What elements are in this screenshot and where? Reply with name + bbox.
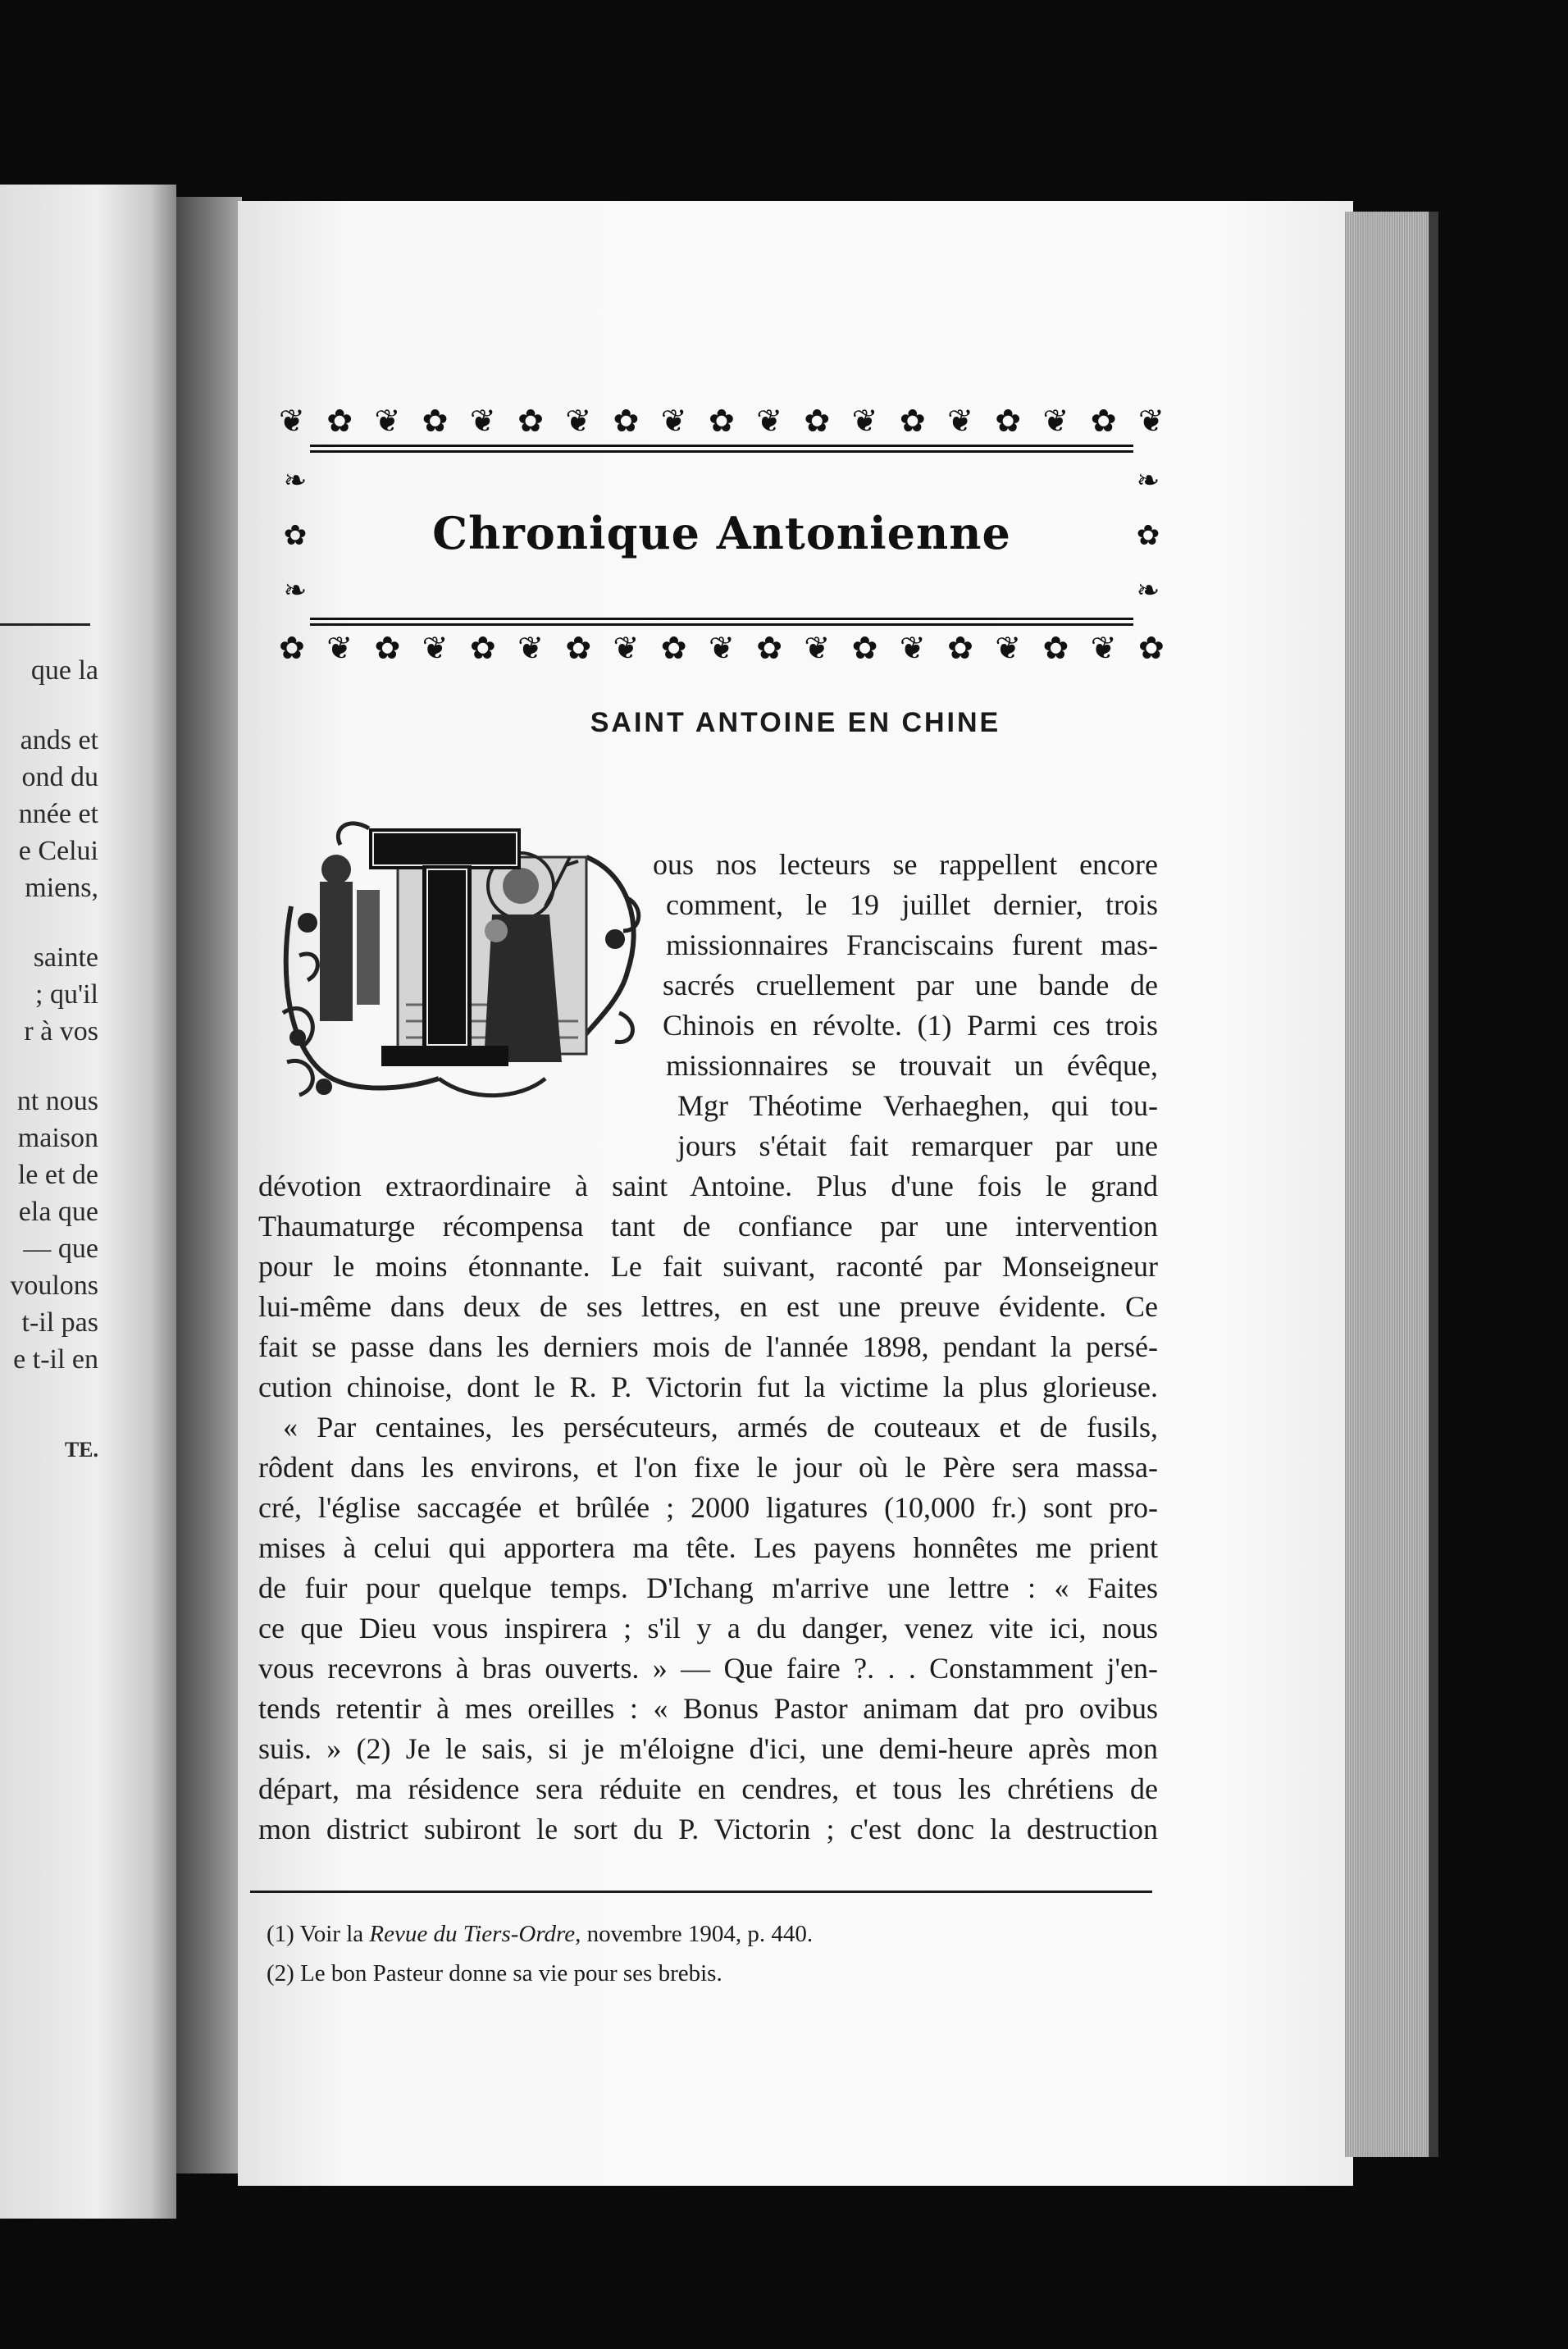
text-line: cution chinoise, dont le R. P. Victorin fut la victime la plus glorieuse. — [258, 1371, 1158, 1403]
left-line: ands et — [20, 725, 98, 755]
article-title: SAINT ANTOINE EN CHINE — [590, 707, 1001, 738]
text-line: rôdent dans les environs, et l'on fixe le jour où le Père sera massa- — [258, 1451, 1158, 1484]
text-line: tends retentir à mes oreilles : « Bonus Pastor animam dat pro ovibus — [258, 1692, 1158, 1725]
header-title: Chronique Antonienne — [432, 507, 1011, 559]
text-line: Mgr Théotime Verhaeghen, qui tou- — [677, 1089, 1158, 1122]
left-line: voulons — [10, 1270, 98, 1301]
left-line: r à vos — [24, 1016, 98, 1047]
text-line: cré, l'église saccagée et brûlée ; 2000 ligatures (10,000 fr.) sont pro- — [258, 1491, 1158, 1524]
text-line: fait se passe dans les derniers mois de l'année 1898, pendant la persé- — [258, 1330, 1158, 1363]
left-line: maison — [17, 1123, 98, 1153]
left-line: ela que — [18, 1197, 98, 1227]
text-line: Thaumaturge récompensa tant de confiance par une intervention — [258, 1210, 1158, 1243]
vine-border-left: ❧ ✿ ❧ — [283, 465, 308, 606]
illuminated-initial-image — [275, 808, 648, 1115]
footnote-1 — [267, 1921, 813, 1948]
vine-border-right: ❧ ✿ ❧ — [1136, 465, 1160, 606]
text-line: ous nos lecteurs se rappellent encore — [653, 848, 1158, 881]
footnote-1-source: Revue du Tiers-Ordre — [369, 1921, 576, 1947]
footnote-rule — [250, 1891, 1152, 1893]
text-line: comment, le 19 juillet dernier, trois — [666, 888, 1158, 921]
text-line: vous recevrons à bras ouverts. » — Que faire ?. . . Constamment j'en- — [258, 1652, 1158, 1685]
left-line: nt nous — [16, 1086, 98, 1116]
page-edges — [1345, 212, 1429, 2157]
text-line: départ, ma résidence sera réduite en cendres, et tous les chrétiens de — [258, 1772, 1158, 1805]
left-page-rule — [0, 623, 90, 626]
text-line: missionnaires Franciscains furent mas- — [666, 928, 1158, 961]
left-line: nnée et — [18, 799, 98, 829]
footnote-1-prefix: (1) Voir la — [267, 1921, 370, 1947]
left-line: ; qu'il — [35, 979, 98, 1010]
previous-page — [0, 185, 176, 2219]
footnote-1-suffix: , novembre 1904, p. 440. — [575, 1921, 814, 1947]
text-line: missionnaires se trouvait un évêque, — [666, 1049, 1158, 1082]
ornamental-header — [279, 402, 1165, 668]
text-line: jours s'était fait remarquer par une — [677, 1129, 1158, 1162]
text-line: mises à celui qui apportera ma tête. Les payens honnêtes me prient — [258, 1531, 1158, 1564]
left-line: miens, — [25, 873, 98, 903]
left-line: ond du — [21, 762, 98, 792]
text-line: « Par centaines, les persécuteurs, armés de couteaux et de fusils, — [283, 1411, 1158, 1444]
text-line: ce que Dieu vous inspirera ; s'il y a du danger, venez vite ici, nous — [258, 1612, 1158, 1644]
text-line: sacrés cruellement par une bande de — [663, 969, 1158, 1001]
text-line: lui-même dans deux de ses lettres, en est une preuve évidente. Ce — [258, 1290, 1158, 1323]
text-line: de fuir pour quelque temps. D'Ichang m'arrive une lettre : « Faites — [258, 1571, 1158, 1604]
footnote-2: (2) Le bon Pasteur donne sa vie pour ses brebis. — [267, 1960, 722, 1986]
vine-border-bottom: ✿ ❦ ✿ ❦ ✿ ❦ ✿ ❦ ✿ ❦ ✿ ❦ ✿ ❦ ✿ ❦ ✿ ❦ ✿ — [279, 632, 1165, 666]
text-line: mon district subiront le sort du P. Victorin ; c'est donc la destruction — [258, 1813, 1158, 1845]
left-line: TE. — [64, 1438, 98, 1462]
text-line: dévotion extraordinaire à saint Antoine. Plus d'une fois le grand — [258, 1170, 1158, 1202]
left-line: — que — [23, 1234, 98, 1264]
left-page-text — [10, 652, 98, 1468]
vine-border-top: ❦ ✿ ❦ ✿ ❦ ✿ ❦ ✿ ❦ ✿ ❦ ✿ ❦ ✿ ❦ ✿ ❦ ✿ ❦ — [279, 404, 1165, 439]
book-cover-edge — [1429, 212, 1438, 2157]
text-line: pour le moins étonnante. Le fait suivant, raconté par Monseigneur — [258, 1250, 1158, 1283]
left-line: e Celui — [18, 836, 98, 866]
text-line: Chinois en révolte. (1) Parmi ces trois — [663, 1009, 1158, 1042]
left-line: que la — [30, 655, 98, 686]
text-line: suis. » (2) Je le sais, si je m'éloigne d'ici, une demi-heure après mon — [258, 1732, 1158, 1765]
left-line: sainte — [33, 942, 98, 973]
left-line: t-il pas — [21, 1307, 98, 1338]
left-line: e t-il en — [13, 1344, 98, 1375]
left-line: le et de — [17, 1160, 98, 1190]
book-gutter — [176, 197, 242, 2173]
